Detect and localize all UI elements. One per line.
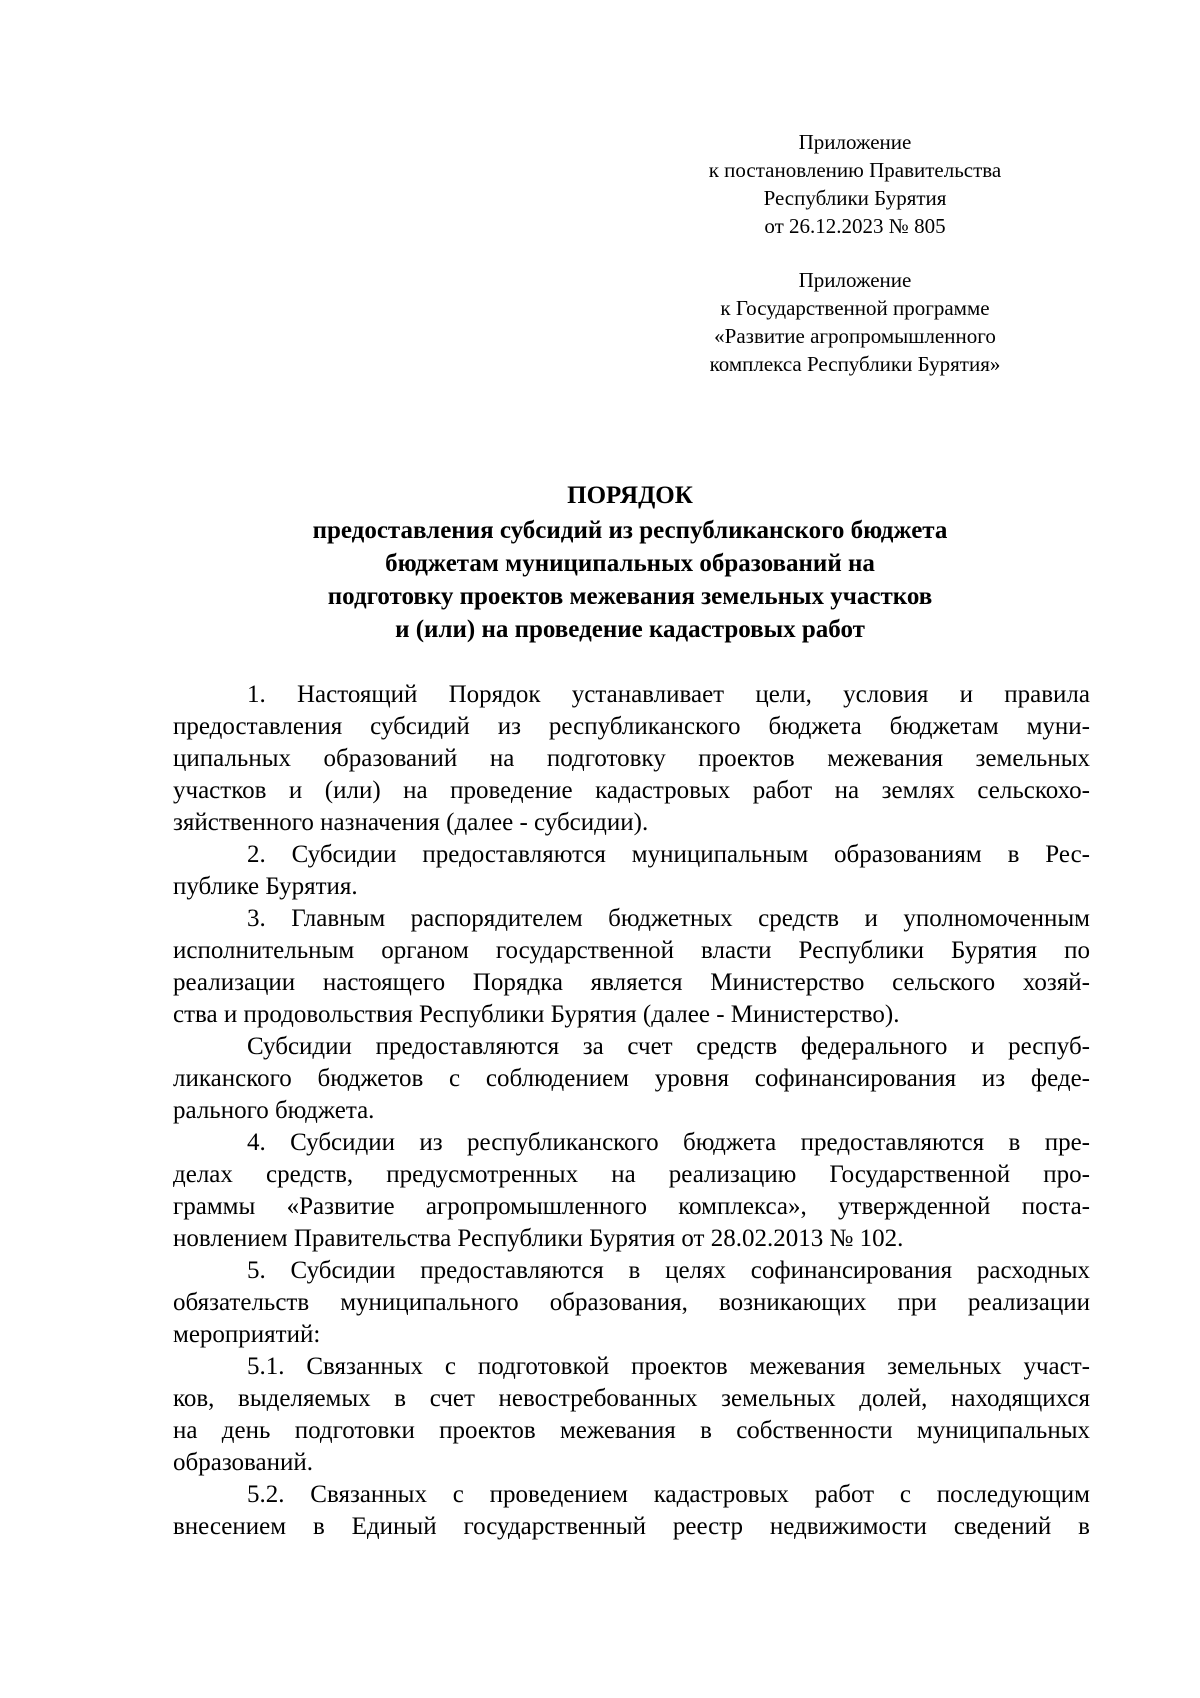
appendix-block-program (630, 266, 1080, 378)
paragraph-line: на день подготовки проектов межевания в собственности муниципальных (173, 1417, 1090, 1444)
paragraph-line: ков, выделяемых в счет невостребованных земельных долей, находящихся (173, 1385, 1090, 1412)
subtitle-line: и (или) на проведение кадастровых работ (395, 616, 865, 643)
paragraph-line: ципальных образований на подготовку проектов межевания земельных (173, 745, 1090, 772)
paragraph-line: исполнительным органом государственной власти Республики Бурятия по (173, 937, 1090, 964)
subtitle-line: бюджетам муниципальных образований на (385, 550, 875, 577)
body-paragraph (173, 1127, 1090, 1255)
paragraph-line: Субсидии предоставляются за счет средств федерального и респуб- (247, 1033, 1090, 1060)
paragraph-line: 2. Субсидии предоставляются муниципальным образованиям в Рес- (247, 841, 1090, 868)
appendix-line: Республики Бурятия (763, 186, 947, 210)
appendix-line: Приложение (798, 130, 912, 154)
appendix-line: комплекса Республики Бурятия» (709, 352, 1001, 376)
document-title: ПОРЯДОК (567, 482, 693, 509)
paragraph-line: рального бюджета. (173, 1097, 375, 1124)
body-paragraph (173, 1255, 1090, 1351)
paragraph-line: граммы «Развитие агропромышленного комплекса», утвержденной поста- (173, 1193, 1090, 1220)
body-paragraph (173, 1479, 1090, 1543)
subtitle-line: предоставления субсидий из республиканского бюджета (312, 517, 948, 544)
paragraph-line: ства и продовольствия Республики Бурятия (далее - Министерство). (173, 1001, 900, 1028)
paragraph-line: внесением в Единый государственный реестр недвижимости сведений в (173, 1513, 1090, 1540)
appendix-line: Приложение (798, 268, 912, 292)
body-paragraph (173, 1351, 1090, 1479)
paragraph-line: образований. (173, 1449, 314, 1476)
body-paragraph (173, 903, 1090, 1031)
paragraph-line: делах средств, предусмотренных на реализацию Государственной про- (173, 1161, 1090, 1188)
document-body (173, 679, 1090, 1543)
paragraph-line: 5.2. Связанных с проведением кадастровых работ с последующим (247, 1481, 1090, 1508)
paragraph-line: мероприятий: (173, 1321, 321, 1348)
paragraph-line: новлением Правительства Республики Бурятия от 28.02.2013 № 102. (173, 1225, 904, 1252)
body-paragraph (173, 679, 1090, 839)
paragraph-line: ликанского бюджетов с соблюдением уровня софинансирования из феде- (173, 1065, 1090, 1092)
appendix-line: к постановлению Правительства (708, 158, 1002, 182)
appendix-line: от 26.12.2023 № 805 (764, 214, 946, 238)
appendix-line: к Государственной программе (720, 296, 990, 320)
paragraph-line: 4. Субсидии из республиканского бюджета предоставляются в пре- (247, 1129, 1090, 1156)
document-subtitle (170, 514, 1090, 646)
body-paragraph (173, 839, 1090, 903)
paragraph-line: зяйственного назначения (далее - субсидии). (173, 809, 649, 836)
body-paragraph (173, 1031, 1090, 1127)
appendix-block-resolution (630, 128, 1080, 240)
paragraph-line: участков и (или) на проведение кадастровых работ на землях сельскохо- (173, 777, 1090, 804)
appendix-line: «Развитие агропромышленного (714, 324, 996, 348)
paragraph-line: реализации настоящего Порядка является Министерство сельского хозяй- (173, 969, 1090, 996)
paragraph-line: обязательств муниципального образования, возникающих при реализации (173, 1289, 1090, 1316)
paragraph-line: публике Бурятия. (173, 873, 358, 900)
paragraph-line: 1. Настоящий Порядок устанавливает цели, условия и правила (247, 681, 1090, 708)
paragraph-line: предоставления субсидий из республиканского бюджета бюджетам муни- (173, 713, 1090, 740)
document-heading (170, 478, 1090, 646)
paragraph-line: 3. Главным распорядителем бюджетных средств и уполномоченным (247, 905, 1090, 932)
paragraph-line: 5.1. Связанных с подготовкой проектов межевания земельных участ- (247, 1353, 1090, 1380)
paragraph-line: 5. Субсидии предоставляются в целях софинансирования расходных (247, 1257, 1090, 1284)
subtitle-line: подготовку проектов межевания земельных участков (327, 583, 933, 610)
